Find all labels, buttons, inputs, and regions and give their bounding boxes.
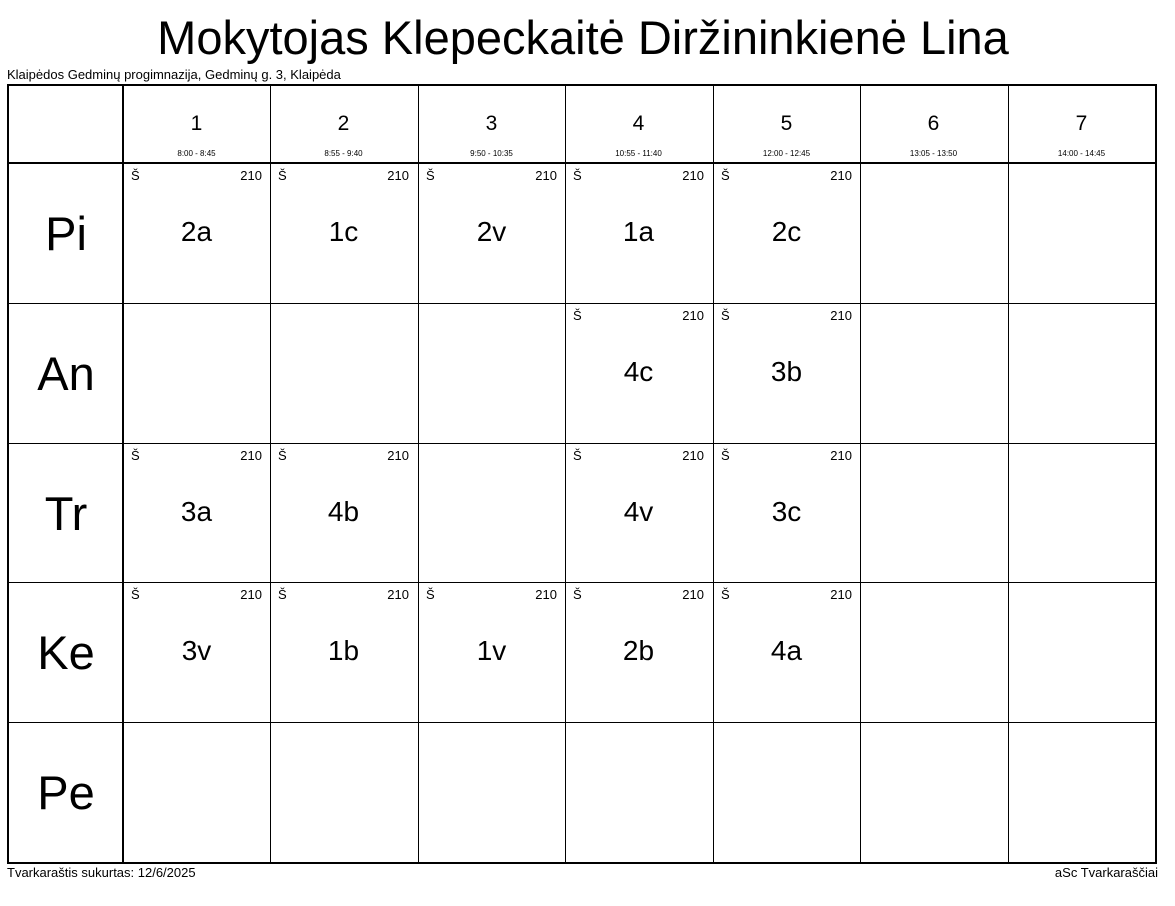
lesson-room: 210 [682, 168, 704, 183]
empty-cell [270, 722, 417, 862]
timetable-grid [7, 84, 1157, 864]
day-label: Pi [45, 206, 87, 260]
period-header [565, 86, 712, 163]
day-cell [9, 443, 123, 583]
lesson-cell [713, 443, 860, 583]
period-time: 8:00 - 8:45 [177, 149, 216, 158]
period-time: 12:00 - 12:45 [762, 149, 811, 158]
lesson-room: 210 [682, 308, 704, 323]
lesson-cell [713, 303, 860, 443]
lesson-class: 1v [476, 635, 507, 666]
created-date: Tvarkaraštis sukurtas: 12/6/2025 [7, 865, 196, 880]
lesson-cell [565, 303, 712, 443]
lesson-room: 210 [535, 168, 557, 183]
empty-cell [1008, 722, 1155, 862]
day-cell [9, 722, 123, 862]
empty-cell [1008, 582, 1155, 722]
lesson-cell [418, 582, 565, 722]
period-time: 10:55 - 11:40 [615, 149, 662, 158]
lesson-subject: Š [721, 448, 730, 463]
period-number: 6 [927, 112, 940, 135]
lesson-class: 2a [180, 216, 213, 247]
lesson-subject: Š [573, 168, 582, 183]
lesson-cell [270, 582, 417, 722]
period-time: 8:55 - 9:40 [324, 149, 363, 158]
software-credit: aSc Tvarkaraščiai [1054, 865, 1158, 880]
period-number: 3 [485, 112, 498, 135]
lesson-room: 210 [830, 448, 852, 463]
empty-cell [713, 722, 860, 862]
lesson-class: 3v [181, 635, 212, 666]
lesson-class: 2b [622, 635, 655, 666]
lesson-class: 4c [623, 356, 654, 387]
page-title: Mokytojas Klepeckaitė Diržininkienė Lina [157, 11, 1009, 64]
day-label: Ke [37, 625, 95, 679]
lesson-subject: Š [573, 587, 582, 602]
empty-cell [860, 582, 1007, 722]
lesson-room: 210 [830, 168, 852, 183]
empty-cell [860, 163, 1007, 303]
lesson-cell [565, 582, 712, 722]
period-header [860, 86, 1007, 163]
period-number: 2 [337, 112, 350, 135]
lesson-room: 210 [830, 587, 852, 602]
lesson-subject: Š [278, 587, 287, 602]
lesson-cell [713, 582, 860, 722]
lesson-subject: Š [573, 308, 582, 323]
lesson-room: 210 [387, 587, 409, 602]
lesson-subject: Š [131, 448, 140, 463]
period-time: 14:00 - 14:45 [1057, 149, 1106, 158]
period-number: 7 [1075, 112, 1088, 135]
period-header [123, 86, 270, 163]
lesson-class: 3b [770, 356, 803, 387]
empty-cell [565, 722, 712, 862]
lesson-class: 4a [770, 635, 803, 666]
period-header [418, 86, 565, 163]
day-cell [9, 303, 123, 443]
lesson-room: 210 [240, 168, 262, 183]
lesson-subject: Š [573, 448, 582, 463]
empty-cell [1008, 303, 1155, 443]
period-header [270, 86, 417, 163]
empty-cell [270, 303, 417, 443]
period-header [1008, 86, 1155, 163]
lesson-cell [418, 163, 565, 303]
period-header [713, 86, 860, 163]
empty-cell [860, 303, 1007, 443]
lesson-class: 4v [623, 496, 654, 527]
lesson-class: 3a [180, 496, 213, 527]
empty-cell [418, 443, 565, 583]
period-time: 13:05 - 13:50 [909, 149, 958, 158]
period-time: 9:50 - 10:35 [470, 149, 513, 158]
empty-cell [418, 722, 565, 862]
lesson-subject: Š [721, 168, 730, 183]
lesson-room: 210 [387, 448, 409, 463]
day-label: Pe [37, 765, 95, 819]
lesson-cell [270, 443, 417, 583]
lesson-cell [123, 163, 270, 303]
lesson-class: 1c [328, 216, 359, 247]
lesson-subject: Š [721, 587, 730, 602]
school-address: Klaipėdos Gedminų progimnazija, Gedminų g. 3, Klaipėda [7, 67, 341, 82]
lesson-cell [123, 443, 270, 583]
lesson-room: 210 [682, 587, 704, 602]
lesson-room: 210 [682, 448, 704, 463]
lesson-subject: Š [721, 308, 730, 323]
lesson-class: 4b [327, 496, 360, 527]
lesson-subject: Š [426, 168, 435, 183]
lesson-subject: Š [278, 448, 287, 463]
lesson-subject: Š [131, 168, 140, 183]
lesson-room: 210 [387, 168, 409, 183]
lesson-class: 1a [622, 216, 655, 247]
lesson-subject: Š [278, 168, 287, 183]
period-number: 1 [190, 112, 203, 135]
lesson-room: 210 [830, 308, 852, 323]
day-cell [9, 163, 123, 303]
period-number: 4 [632, 112, 645, 135]
lesson-class: 2c [771, 216, 802, 247]
lesson-cell [270, 163, 417, 303]
period-number: 5 [780, 112, 793, 135]
lesson-subject: Š [131, 587, 140, 602]
empty-cell [1008, 443, 1155, 583]
empty-cell [123, 303, 270, 443]
lesson-room: 210 [240, 587, 262, 602]
lesson-cell [565, 443, 712, 583]
day-cell [9, 582, 123, 722]
lesson-class: 3c [771, 496, 802, 527]
empty-cell [418, 303, 565, 443]
day-label: Tr [44, 486, 88, 540]
lesson-cell [565, 163, 712, 303]
empty-cell [860, 443, 1007, 583]
lesson-subject: Š [426, 587, 435, 602]
lesson-cell [713, 163, 860, 303]
day-label: An [37, 346, 95, 400]
empty-cell [1008, 163, 1155, 303]
lesson-class: 2v [476, 216, 507, 247]
lesson-room: 210 [240, 448, 262, 463]
empty-cell [860, 722, 1007, 862]
lesson-class: 1b [327, 635, 360, 666]
lesson-room: 210 [535, 587, 557, 602]
empty-cell [123, 722, 270, 862]
lesson-cell [123, 582, 270, 722]
